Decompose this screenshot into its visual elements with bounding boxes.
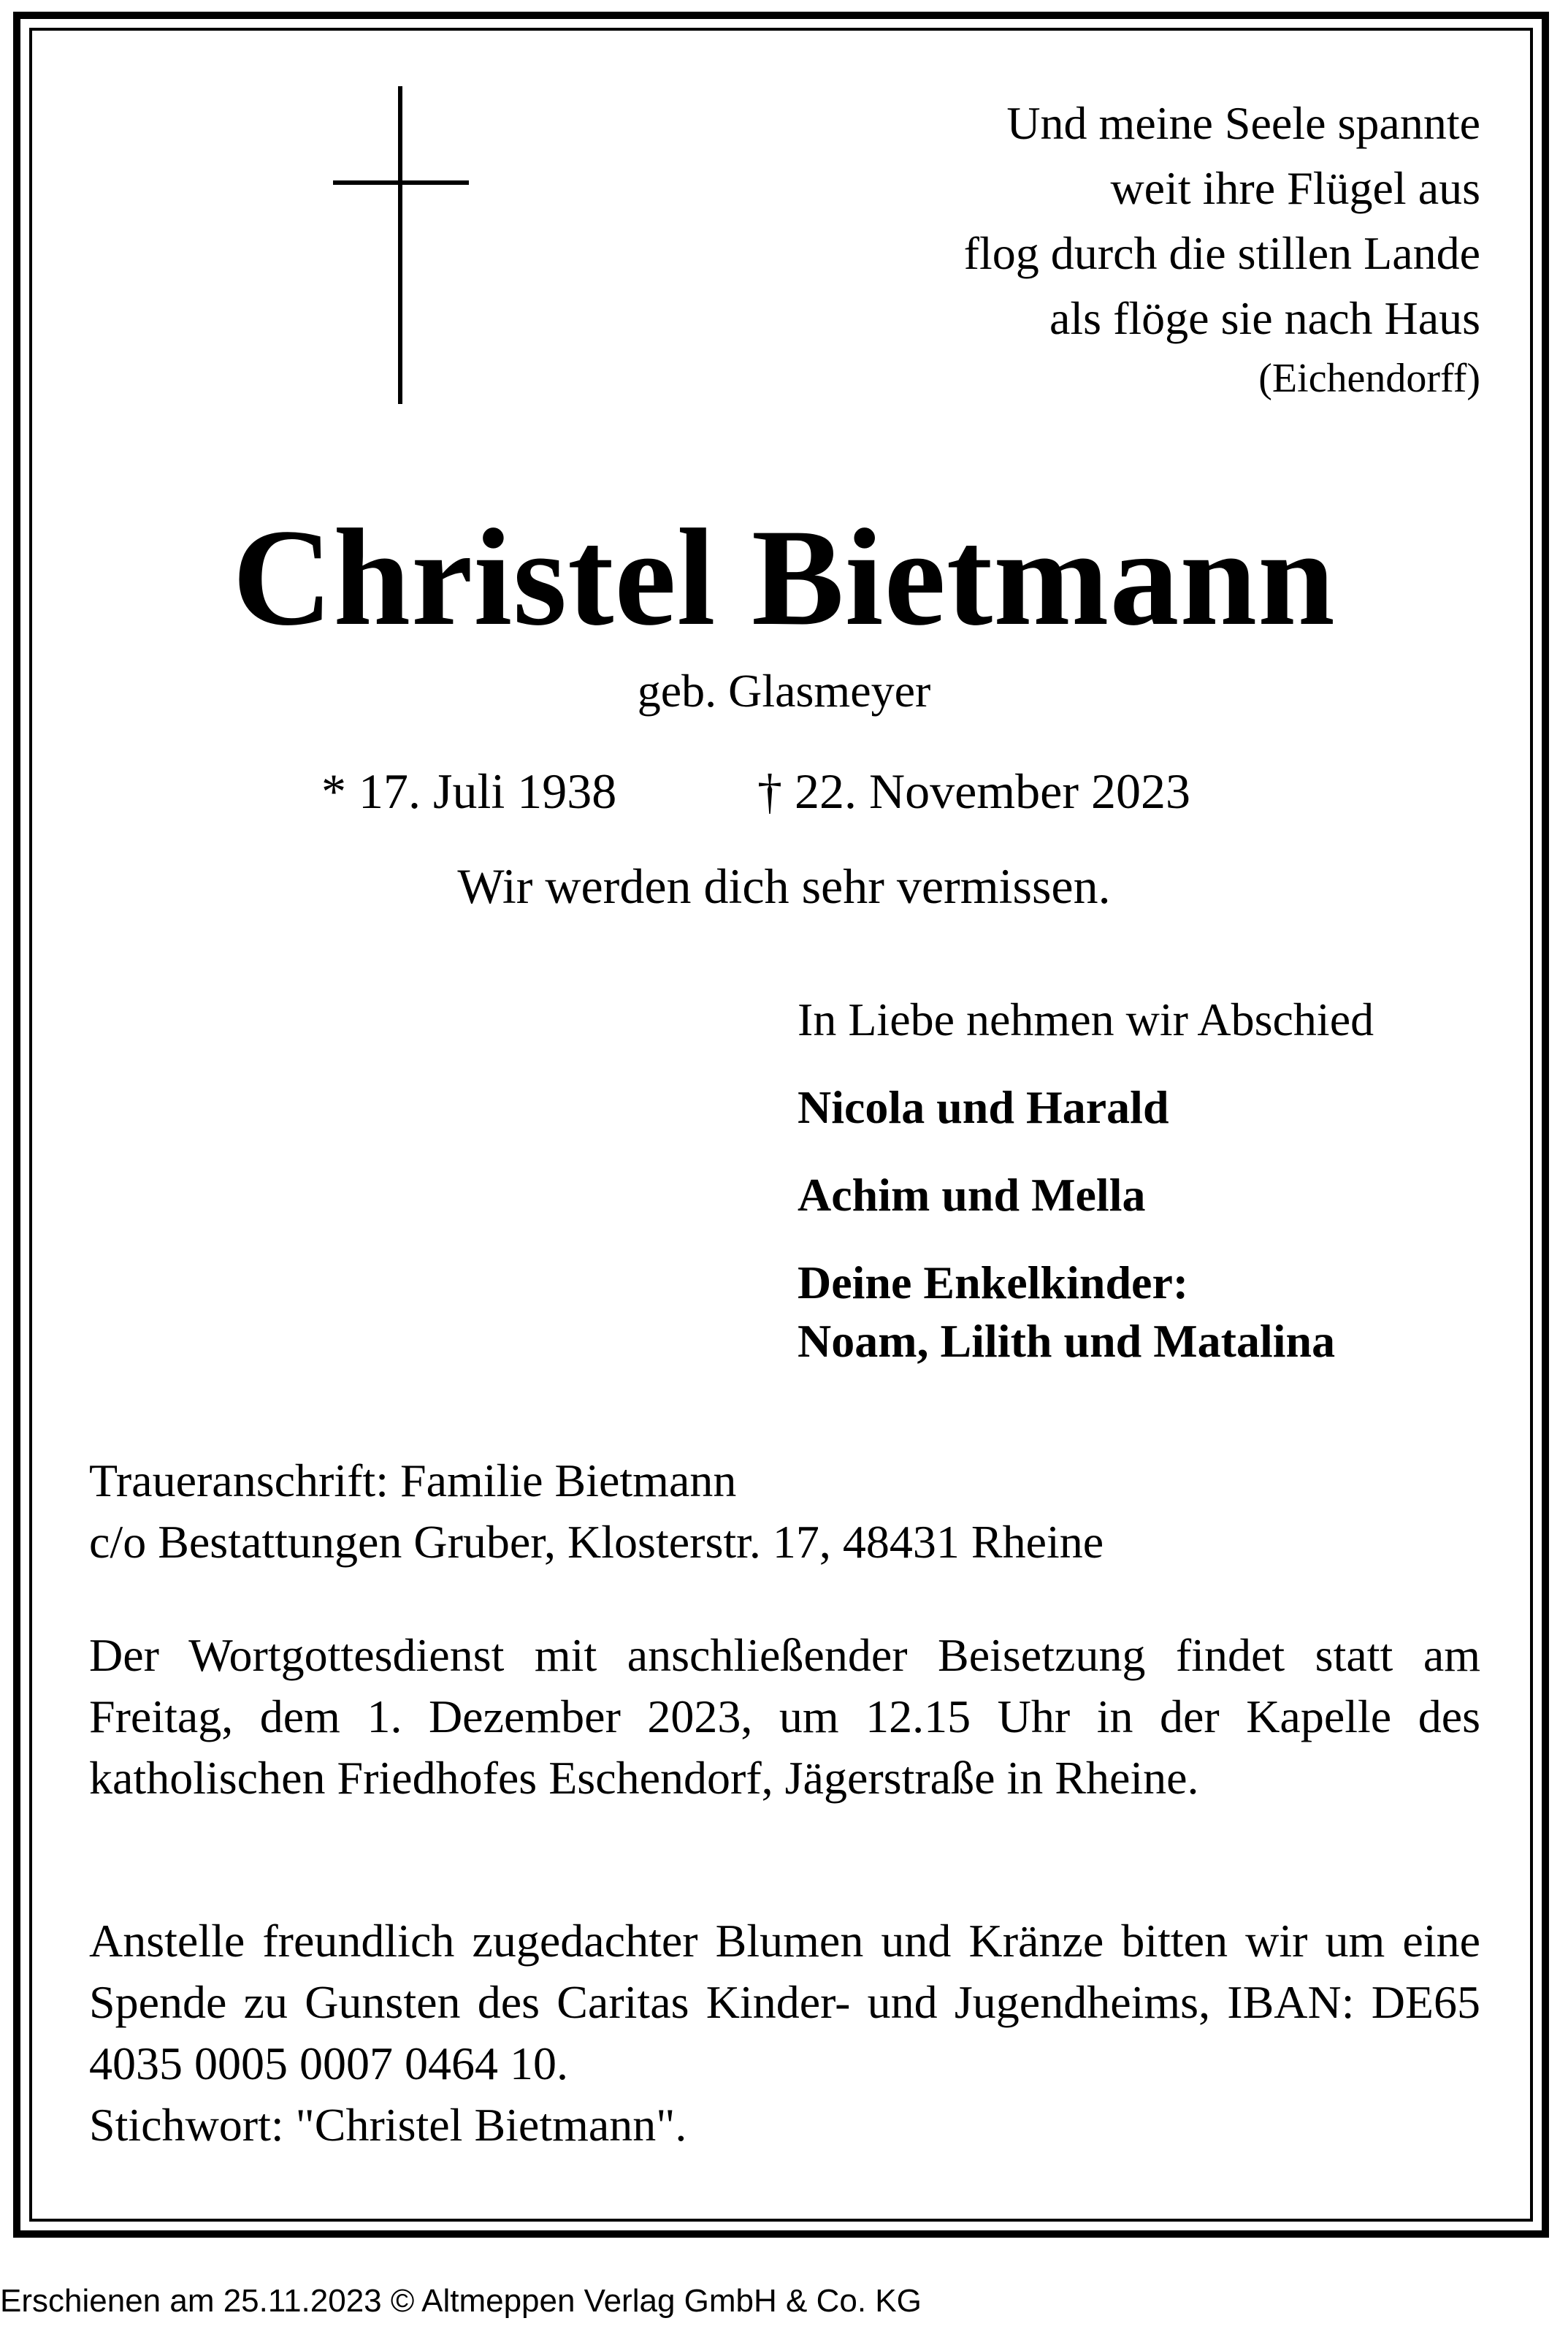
address-line: Traueranschrift: Familie Bietmann xyxy=(89,1455,737,1506)
donation-text: Anstelle freundlich zugedachter Blumen und Kränze bitten wir um eine Spende zu Gunsten des Caritas Kinder- und Jugendheims, IBAN: DE65 4035 0005 0007 0464 10. xyxy=(89,1915,1480,2089)
deceased-name: Christel Bietmann xyxy=(232,501,1336,655)
poem-line: flog durch die stillen Lande xyxy=(963,227,1480,279)
birth-date: * 17. Juli 1938 xyxy=(321,763,617,819)
farewell-motto: Wir werden dich sehr vermissen. xyxy=(457,858,1111,914)
poem-quote xyxy=(750,91,1480,406)
poem-line: Und meine Seele spannte xyxy=(1006,97,1480,149)
maiden-name: geb. Glasmeyer xyxy=(637,665,931,717)
mourning-address xyxy=(89,1450,1477,1573)
cross-horizontal-bar xyxy=(333,180,469,185)
poem-line: als flöge sie nach Haus xyxy=(1049,292,1480,344)
poem-author: (Eichendorff) xyxy=(1258,356,1480,401)
mourners-block xyxy=(798,991,1491,1371)
grandchildren-names: Noam, Lilith und Matalina xyxy=(798,1315,1336,1367)
farewell-lead: In Liebe nehmen wir Abschied xyxy=(798,994,1374,1045)
donation-paragraph xyxy=(89,1910,1480,2156)
donation-keyword: Stichwort: "Christel Bietmann". xyxy=(89,2099,687,2151)
poem-line: weit ihre Flügel aus xyxy=(1110,162,1480,214)
publication-footer: Erschienen am 25.11.2023 © Altmeppen Verlag GmbH & Co. KG xyxy=(0,2283,922,2319)
address-line: c/o Bestattungen Gruber, Klosterstr. 17, 48431 Rheine xyxy=(89,1516,1104,1568)
mourner-name: Achim und Mella xyxy=(798,1169,1146,1221)
grandchildren-heading: Deine Enkelkinder: xyxy=(798,1257,1189,1308)
death-date: † 22. November 2023 xyxy=(757,763,1191,819)
service-paragraph: Der Wortgottesdienst mit anschließender Beisetzung findet statt am Freitag, dem 1. Dezember 2023, um 12.15 Uhr in der Kapelle des katholischen Friedhofes Eschendorf, Jägerstraße in Rheine. xyxy=(89,1629,1480,1804)
mourner-name: Nicola und Harald xyxy=(798,1081,1169,1133)
cross-vertical-bar xyxy=(398,86,402,404)
